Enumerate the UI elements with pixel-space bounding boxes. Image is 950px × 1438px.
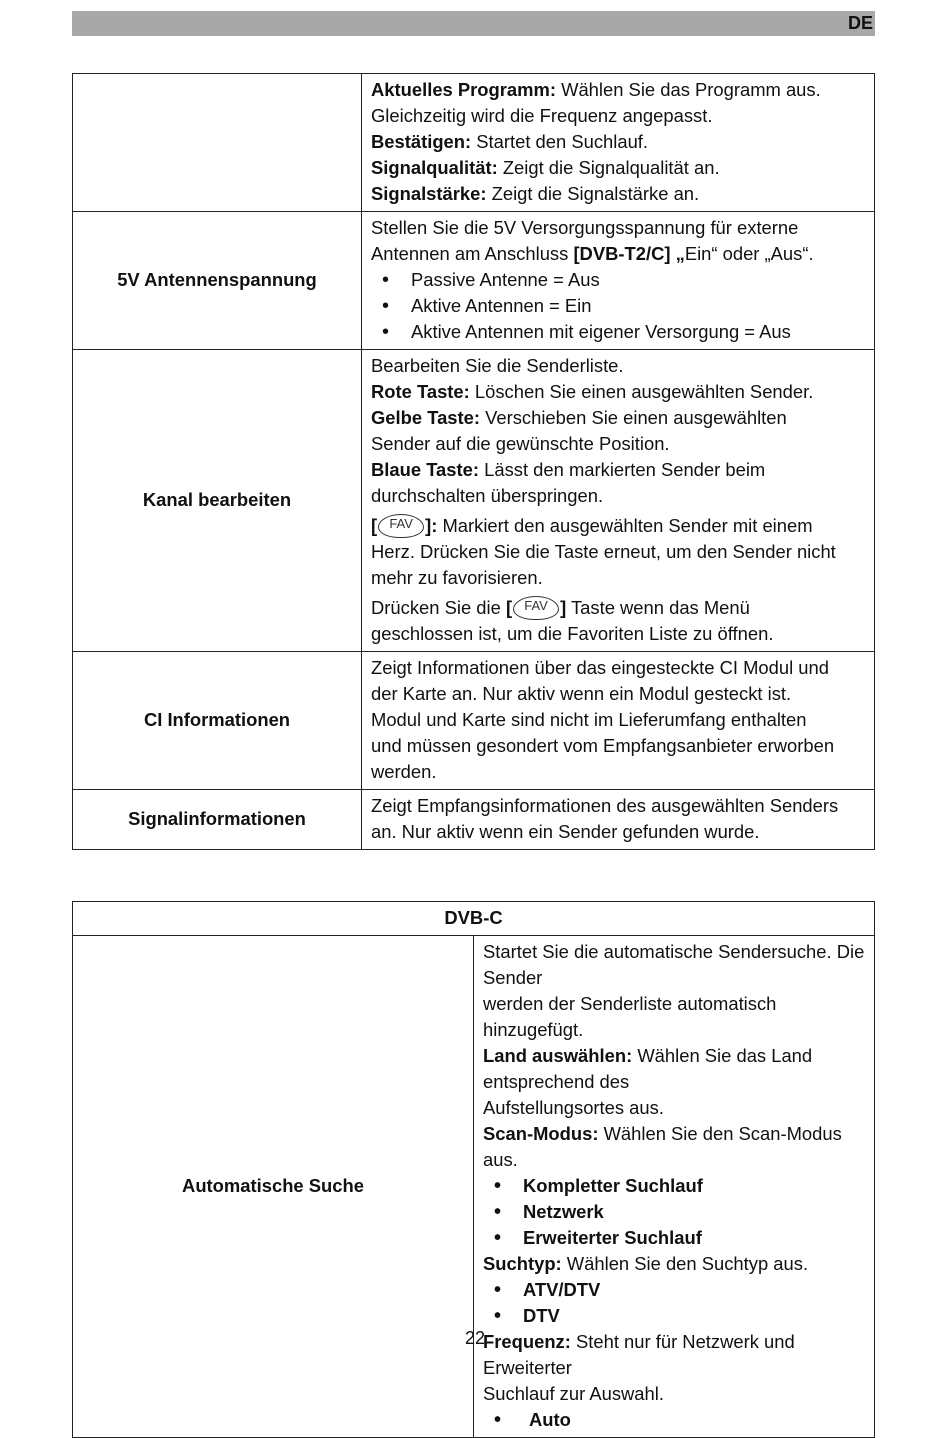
term-red-key: Rote Taste: <box>371 381 470 402</box>
row-description <box>362 790 875 850</box>
desc-text: Ein“ oder „Aus“. <box>684 243 814 264</box>
desc-text: an. Nur aktiv wenn ein Sender gefunden wurde. <box>371 821 760 842</box>
term-confirm: Bestätigen: <box>371 131 472 152</box>
list-item: • Auto <box>483 1407 865 1433</box>
desc-text: Bearbeiten Sie die Senderliste. <box>371 355 624 376</box>
table-row <box>73 74 875 212</box>
row-description <box>474 936 875 1438</box>
bracket: [ <box>371 515 378 536</box>
desc-text: Gleichzeitig wird die Frequenz angepasst. <box>371 105 713 126</box>
row-label-empty <box>73 74 362 212</box>
row-label: Signalinformationen <box>73 790 362 850</box>
bracket: ] <box>560 597 567 618</box>
desc-text: Wählen Sie das Land entsprechend des <box>483 1045 813 1092</box>
desc-text: Steht nur für Netzwerk und Erweiterter <box>483 1331 795 1378</box>
bracket: ]: <box>425 515 438 536</box>
table-header: DVB-C <box>73 902 875 936</box>
bullet-list <box>483 1407 865 1433</box>
term-signal-quality: Signalqualität: <box>371 157 498 178</box>
desc-text: Wählen Sie den Scan-Modus aus. <box>483 1123 842 1170</box>
table-row <box>73 936 875 1438</box>
table-row <box>73 652 875 790</box>
desc-text: mehr zu favorisieren. <box>371 567 543 588</box>
desc-text: Stellen Sie die 5V Versorgungsspannung für externe <box>371 217 799 238</box>
term-frequency: Frequenz: <box>483 1331 571 1352</box>
desc-text: Löschen Sie einen ausgewählten Sender. <box>469 381 814 402</box>
desc-text: Modul und Karte sind nicht im Lieferumfang enthalten <box>371 709 807 730</box>
term-signal-strength: Signalstärke: <box>371 183 487 204</box>
desc-text: der Karte an. Nur aktiv wenn ein Modul gesteckt ist. <box>371 683 792 704</box>
desc-text: werden der Senderliste automatisch hinzugefügt. <box>483 993 777 1040</box>
term-yellow-key: Gelbe Taste: <box>371 407 481 428</box>
list-item: • Aktive Antennen = Ein <box>371 293 865 319</box>
desc-text: Startet den Suchlauf. <box>471 131 649 152</box>
bullet-list <box>371 267 865 345</box>
term-blue-key: Blaue Taste: <box>371 459 479 480</box>
desc-text: Wählen Sie den Suchtyp aus. <box>561 1253 809 1274</box>
table-row <box>73 350 875 652</box>
desc-text: Zeigt die Signalstärke an. <box>486 183 700 204</box>
desc-text: Verschieben Sie einen ausgewählten <box>480 407 787 428</box>
row-label: Kanal bearbeiten <box>73 350 362 652</box>
language-header-bar <box>72 11 875 36</box>
desc-text: Startet Sie die automatische Sendersuche. Die Sender <box>483 941 865 988</box>
list-item: • Passive Antenne = Aus <box>371 267 865 293</box>
desc-text: Aufstellungsortes aus. <box>483 1097 664 1118</box>
desc-text: Markiert den ausgewählten Sender mit einem <box>437 515 813 536</box>
language-code: DE <box>847 13 873 33</box>
table-row <box>73 212 875 350</box>
term-current-program: Aktuelles Programm: <box>371 79 556 100</box>
desc-text: Zeigt Empfangsinformationen des ausgewählten Senders <box>371 795 839 816</box>
desc-text: Antennen am Anschluss <box>371 243 574 264</box>
settings-table-dvbt <box>72 73 875 850</box>
row-description <box>362 212 875 350</box>
list-item: • Netzwerk <box>483 1199 865 1225</box>
row-description <box>362 74 875 212</box>
desc-text: durchschalten überspringen. <box>371 485 604 506</box>
quote-mark: „ <box>670 243 685 264</box>
row-label: Automatische Suche <box>73 936 474 1438</box>
desc-text: Wählen Sie das Programm aus. <box>555 79 821 100</box>
desc-text: Suchlauf zur Auswahl. <box>483 1383 664 1404</box>
desc-text: Taste wenn das Menü <box>566 597 750 618</box>
fav-button-icon: FAV <box>378 514 424 538</box>
row-description <box>362 350 875 652</box>
term-port: [DVB-T2/C] <box>573 243 671 264</box>
desc-text: und müssen gesondert vom Empfangsanbieter erworben <box>371 735 835 756</box>
desc-text: Sender auf die gewünschte Position. <box>371 433 670 454</box>
desc-text: werden. <box>371 761 437 782</box>
row-label: CI Informationen <box>73 652 362 790</box>
row-description <box>362 652 875 790</box>
desc-text: Lässt den markierten Sender beim <box>479 459 766 480</box>
desc-text: Zeigt Informationen über das eingesteckte CI Modul und <box>371 657 829 678</box>
bullet-list <box>483 1277 865 1329</box>
list-item: • Erweiterter Suchlauf <box>483 1225 865 1251</box>
term-search-type: Suchtyp: <box>483 1253 562 1274</box>
settings-table-dvbc <box>72 901 875 1438</box>
desc-text: Herz. Drücken Sie die Taste erneut, um den Sender nicht <box>371 541 836 562</box>
list-item: • Aktive Antennen mit eigener Versorgung = Aus <box>371 319 865 345</box>
bracket: [ <box>505 597 513 618</box>
desc-text: Zeigt die Signalqualität an. <box>497 157 720 178</box>
desc-text: Drücken Sie die <box>371 597 506 618</box>
row-label: 5V Antennenspannung <box>73 212 362 350</box>
bullet-list <box>483 1173 865 1251</box>
term-scan-mode: Scan-Modus: <box>483 1123 599 1144</box>
list-item: • ATV/DTV <box>483 1277 865 1303</box>
page-number: 22 <box>464 1328 486 1348</box>
term-country: Land auswählen: <box>483 1045 633 1066</box>
list-item: • DTV <box>483 1303 865 1329</box>
table-header-row <box>73 902 875 936</box>
table-row <box>73 790 875 850</box>
list-item: • Kompletter Suchlauf <box>483 1173 865 1199</box>
fav-button-icon: FAV <box>513 596 559 620</box>
desc-text: geschlossen ist, um die Favoriten Liste zu öffnen. <box>371 623 774 644</box>
